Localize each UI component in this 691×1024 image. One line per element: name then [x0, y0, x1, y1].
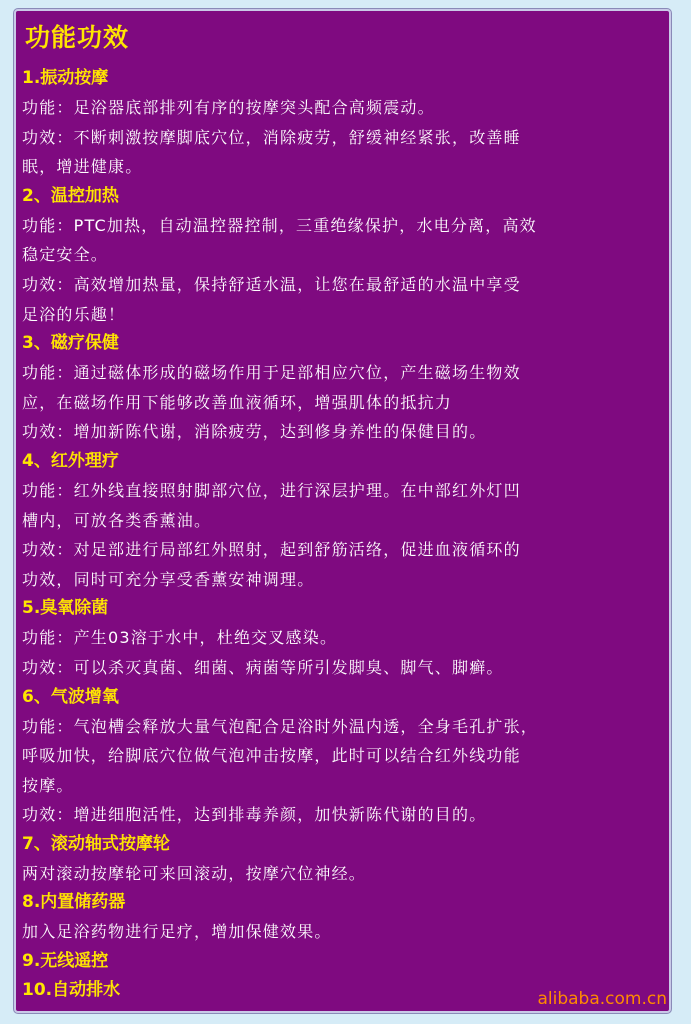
feature-text-line: 功效，同时可充分享受香薰安神调理。: [22, 569, 315, 589]
feature-text-line: 功能：足浴器底部排列有序的按摩突头配合高频震动。: [22, 98, 435, 117]
feature-section: [22, 64, 662, 182]
feature-text-line: 功效：对足部进行局部红外照射，起到舒筋活络，促进血液循环的: [22, 540, 521, 560]
feature-text-line: 功效：增进细胞活性，达到排毒养颜，加快新陈代谢的目的。: [22, 805, 487, 825]
page-title: 功能功效: [25, 23, 130, 52]
feature-text-line: 功能：产生03溶于水中，杜绝交叉感染。: [22, 628, 338, 648]
feature-text-line: 按摩。: [22, 775, 74, 795]
feature-heading: 6、气波增氧: [22, 686, 119, 707]
feature-section: [22, 888, 662, 947]
feature-text-line: 两对滚动按摩轮可来回滚动，按摩穴位神经。: [22, 863, 367, 883]
feature-heading: 3、磁疗保健: [22, 333, 119, 354]
watermark: alibaba.com.cn: [537, 989, 667, 1009]
feature-section: [22, 447, 662, 594]
feature-heading: 8.内置储药器: [22, 892, 126, 913]
feature-text-line: 稳定安全。: [22, 245, 109, 265]
feature-text-line: 应，在磁场作用下能够改善血液循环，增强肌体的抵抗力: [22, 392, 453, 412]
feature-text-line: 功效：高效增加热量，保持舒适水温，让您在最舒适的水温中享受: [22, 274, 521, 294]
feature-heading: 2、温控加热: [22, 185, 119, 206]
feature-text-line: 功能：通过磁体形成的磁场作用于足部相应穴位，产生磁场生物效: [22, 363, 521, 383]
feature-text-line: 功能：红外线直接照射脚部穴位，进行深层护理。在中部红外灯凹: [22, 480, 521, 500]
feature-text-line: 功能：PTC加热，自动温控器控制，三重绝缘保护，水电分离，高效: [22, 215, 537, 235]
feature-section: [22, 182, 662, 329]
feature-text-line: 呼吸加快，给脚底穴位做气泡冲击按摩，此时可以结合红外线功能: [22, 746, 521, 766]
feature-text-line: 槽内，可放各类香薰油。: [22, 510, 212, 530]
feature-heading: 10.自动排水: [22, 980, 121, 1001]
feature-heading: 1.振动按摩: [22, 68, 109, 88]
feature-heading: 5.臭氧除菌: [22, 598, 109, 619]
feature-section: [22, 947, 662, 976]
feature-text-line: 功能：气泡槽会释放大量气泡配合足浴时外温内透，全身毛孔扩张，: [22, 716, 539, 736]
feature-heading: 4、红外理疗: [22, 450, 119, 471]
feature-heading: 7、滚动轴式按摩轮: [22, 833, 170, 854]
feature-section: [22, 830, 662, 889]
feature-text-line: 加入足浴药物进行足疗，增加保健效果。: [22, 922, 332, 942]
feature-list: [22, 64, 662, 1005]
feature-heading: 9.无线遥控: [22, 951, 109, 972]
feature-section: [22, 329, 662, 447]
feature-section: [22, 594, 662, 682]
feature-text-line: 眠，增进健康。: [22, 157, 143, 177]
feature-text-line: 足浴的乐趣！: [22, 304, 126, 324]
feature-section: [22, 683, 662, 830]
feature-text-line: 功效：可以杀灭真菌、细菌、病菌等所引发脚臭、脚气、脚癣。: [22, 657, 504, 677]
feature-text-line: 功效：增加新陈代谢，消除疲劳，达到修身养性的保健目的。: [22, 422, 487, 442]
feature-text-line: 功效：不断刺激按摩脚底穴位，消除疲劳，舒缓神经紧张，改善睡: [22, 127, 521, 147]
